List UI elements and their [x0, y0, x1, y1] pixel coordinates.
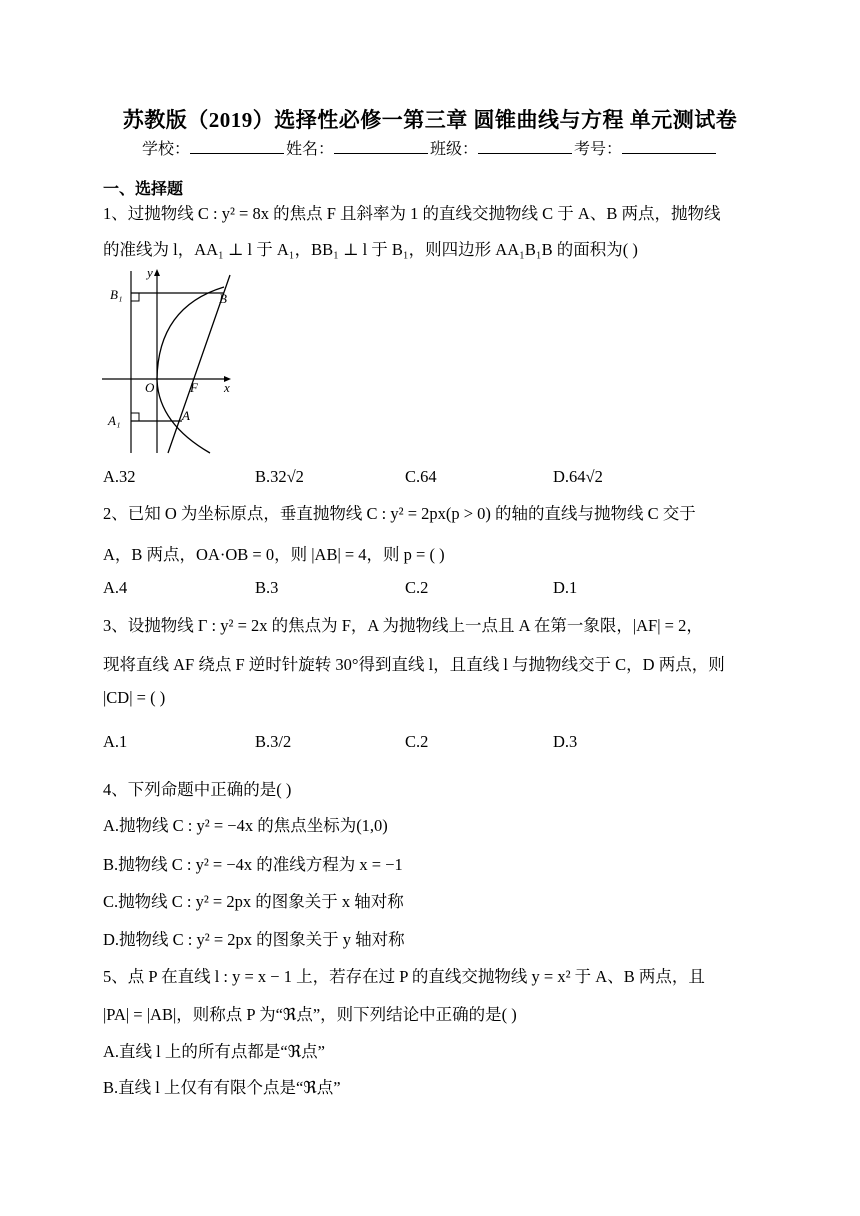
q2-option-c[interactable]: C.2	[405, 578, 429, 597]
q4-option-b[interactable]: B.抛物线 C : y² = −4x 的准线方程为 x = −1	[103, 855, 403, 874]
name-blank[interactable]	[334, 139, 428, 154]
q4-line1: 4、下列命题中正确的是( )	[103, 780, 292, 799]
q2-line2: A，B 两点，OA·OB = 0，则 |AB| = 4，则 p = ( )	[103, 545, 445, 564]
label-a1: A₁	[108, 413, 121, 428]
q5-option-b[interactable]: B.直线 l 上仅有有限个点是“ℜ点”	[103, 1078, 341, 1097]
q3-option-c[interactable]: C.2	[405, 732, 429, 751]
parabola-curve	[157, 287, 224, 453]
class-label: 班级：	[430, 141, 479, 158]
label-o: O	[145, 380, 155, 395]
q2-option-d[interactable]: D.1	[553, 578, 578, 597]
page-title: 苏教版（2019）选择性必修一第三章 圆锥曲线与方程 单元测试卷	[122, 108, 738, 132]
q1-parabola-figure	[100, 263, 245, 455]
school-label: 学校：	[141, 141, 190, 158]
exam-no-blank[interactable]	[622, 139, 716, 154]
label-b1: B₁	[110, 287, 123, 302]
q5-line1: 5、点 P 在直线 l : y = x − 1 上，若存在过 P 的直线交抛物线 y = x² 于 A、B 两点，且	[103, 967, 705, 986]
q5-line2: |PA| = |AB|，则称点 P 为“ℜ点”，则下列结论中正确的是( )	[103, 1005, 517, 1024]
q3-option-d[interactable]: D.3	[553, 732, 578, 751]
q3-line1: 3、设抛物线 Γ : y² = 2x 的焦点为 F，A 为抛物线上一点且 A 在第一象限，|AF| = 2，	[103, 616, 703, 635]
q1-option-d[interactable]: D.64√2	[553, 467, 603, 486]
q4-option-c[interactable]: C.抛物线 C : y² = 2px 的图象关于 x 轴对称	[103, 892, 404, 911]
q1-option-c[interactable]: C.64	[405, 467, 437, 486]
school-blank[interactable]	[190, 139, 284, 154]
label-x: x	[224, 380, 230, 395]
right-angle-a1	[131, 413, 139, 421]
student-info-row	[0, 136, 860, 159]
y-axis-arrow	[154, 269, 160, 276]
label-b: B	[219, 291, 227, 306]
q1-line1: 1、过抛物线 C : y² = 8x 的焦点 F 且斜率为 1 的直线交抛物线 C 于 A、B 两点，抛物线	[103, 204, 721, 223]
q4-option-a[interactable]: A.抛物线 C : y² = −4x 的焦点坐标为(1,0)	[103, 816, 388, 835]
q2-option-b[interactable]: B.3	[255, 578, 279, 597]
q1-line2: 的准线为 l，AA₁ ⊥ l 于 A₁，BB₁ ⊥ l 于 B₁，则四边形 AA₁B₁B 的面积为( )	[103, 240, 638, 259]
label-f: F	[190, 380, 198, 395]
name-label: 姓名：	[285, 141, 334, 158]
q3-line2: 现将直线 AF 绕点 F 逆时针旋转 30°得到直线 l，且直线 l 与抛物线交于 C，D 两点，则	[103, 655, 725, 674]
label-a: A	[182, 408, 190, 423]
exam-no-label: 考号：	[574, 141, 623, 158]
q3-line3: |CD| = ( )	[103, 688, 166, 707]
q1-option-b[interactable]: B.32√2	[255, 467, 304, 486]
q3-option-b[interactable]: B.3/2	[255, 732, 292, 751]
right-angle-b1	[131, 293, 139, 301]
q3-option-a[interactable]: A.1	[103, 732, 128, 751]
q4-option-d[interactable]: D.抛物线 C : y² = 2px 的图象关于 y 轴对称	[103, 930, 405, 949]
section-title: 一、选择题	[103, 181, 184, 198]
class-blank[interactable]	[478, 139, 572, 154]
q5-option-a[interactable]: A.直线 l 上的所有点都是“ℜ点”	[103, 1042, 325, 1061]
q2-line1: 2、已知 O 为坐标原点，垂直抛物线 C : y² = 2px(p > 0) 的轴的直线与抛物线 C 交于	[103, 504, 696, 523]
q1-option-a[interactable]: A.32	[103, 467, 136, 486]
label-y: y	[147, 265, 153, 280]
q2-option-a[interactable]: A.4	[103, 578, 128, 597]
